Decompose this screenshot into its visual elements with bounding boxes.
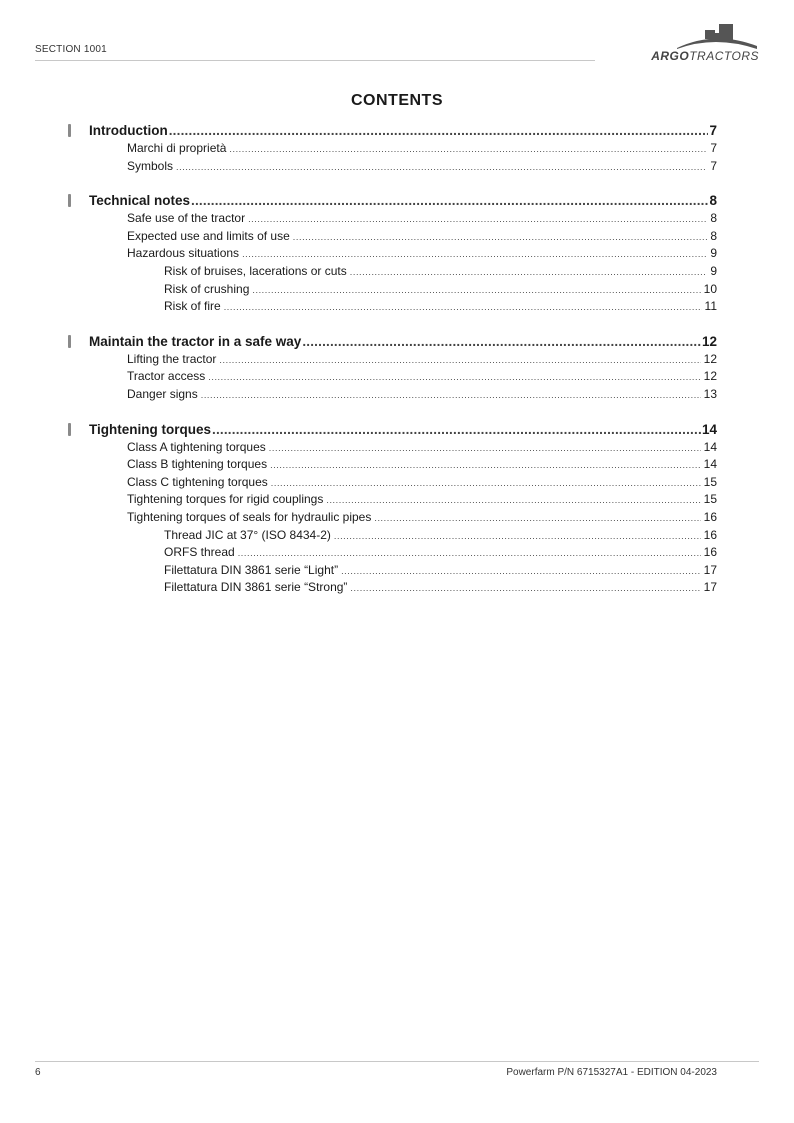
toc-entry-title: Tractor access [127, 369, 206, 384]
page-header [35, 22, 759, 62]
toc-page-number: 17 [703, 562, 717, 577]
toc-page-number: 8 [710, 211, 717, 226]
toc-section [66, 420, 717, 597]
dot-leader [212, 420, 701, 439]
toc-entry-title: Risk of crushing [164, 281, 250, 296]
toc-entry-title: Tightening torques for rigid couplings [127, 492, 324, 507]
toc-section-entry[interactable] [66, 439, 717, 457]
toc-page-number: 10 [703, 281, 717, 296]
toc-section-entry[interactable] [66, 456, 717, 474]
footer-divider [35, 1061, 759, 1062]
toc-chapter-title: Technical notes [89, 193, 191, 209]
dot-leader [334, 527, 701, 546]
toc-subsection-entry[interactable] [66, 544, 717, 562]
toc-section-entry[interactable] [66, 140, 717, 158]
toc-chapter-title: Introduction [89, 123, 168, 138]
header-divider [35, 60, 595, 61]
toc-entry-title: Filettatura DIN 3861 serie “Strong” [164, 580, 348, 595]
dot-leader [176, 158, 707, 177]
toc-entry-title: Expected use and limits of use [127, 228, 290, 243]
toc-page-number: 9 [710, 263, 717, 278]
toc-section-entry[interactable] [66, 474, 717, 492]
footer-edition: Powerfarm P/N 6715327A1 - EDITION 04-2023 [506, 1067, 717, 1078]
toc-section-entry[interactable] [66, 210, 717, 228]
toc-page-number: 15 [703, 474, 717, 489]
toc-page-number: 16 [703, 545, 717, 560]
logo-brand: ARGO [651, 49, 690, 63]
toc-entry-title: Risk of bruises, lacerations or cuts [164, 263, 347, 278]
toc-subsection-entry[interactable] [66, 562, 717, 580]
toc-chapter-entry[interactable] [66, 332, 717, 351]
dot-leader [224, 298, 702, 317]
dot-leader [252, 281, 700, 300]
dot-leader [350, 263, 708, 282]
toc-section-entry[interactable] [66, 509, 717, 527]
toc-section-entry[interactable] [66, 245, 717, 263]
chapter-marker-icon [68, 194, 71, 207]
dot-leader [229, 140, 707, 159]
toc-section [66, 121, 717, 175]
toc-entry-title: Safe use of the tractor [127, 211, 246, 226]
toc-page-number: 14 [703, 457, 717, 472]
tractor-logo-icon [675, 22, 759, 50]
toc-section-entry[interactable] [66, 351, 717, 369]
toc-subsection-entry[interactable] [66, 298, 717, 316]
dot-leader [270, 456, 701, 475]
dot-leader [302, 332, 701, 351]
toc-page-number: 15 [703, 492, 717, 507]
toc-section [66, 191, 717, 316]
toc-entry-title: ORFS thread [164, 545, 235, 560]
toc-page-number: 8 [709, 193, 717, 209]
dot-leader [219, 351, 700, 370]
toc-page-number: 12 [703, 351, 717, 366]
chapter-marker-icon [68, 124, 71, 137]
dot-leader [238, 544, 701, 563]
dot-leader [293, 228, 708, 247]
chapter-marker-icon [68, 423, 71, 436]
page-title: CONTENTS [351, 92, 443, 109]
toc-section-entry[interactable] [66, 491, 717, 509]
toc-section-entry[interactable] [66, 368, 717, 386]
toc-page-number: 14 [701, 421, 717, 437]
toc-page-number: 7 [710, 141, 717, 155]
toc-page-number: 11 [704, 299, 717, 314]
toc-page-number: 14 [703, 439, 717, 454]
toc-section-entry[interactable] [66, 228, 717, 246]
dot-leader [341, 562, 701, 581]
toc-page-number: 13 [703, 386, 717, 401]
toc-entry-title: Symbols [127, 158, 174, 173]
argo-tractors-logo [639, 22, 759, 64]
dot-leader [201, 386, 701, 405]
chapter-marker-icon [68, 335, 71, 348]
toc-page-number: 8 [710, 228, 717, 243]
toc-entry-title: Tightening torques of seals for hydraulic pipes [127, 509, 372, 524]
footer-page-number: 6 [35, 1067, 41, 1078]
toc-entry-title: Thread JIC at 37° (ISO 8434-2) [164, 527, 331, 542]
toc-entry-title: Marchi di proprietà [127, 141, 227, 155]
toc-section-entry[interactable] [66, 386, 717, 404]
toc-chapter-title: Tightening torques [89, 421, 211, 437]
toc-entry-title: Lifting the tractor [127, 351, 217, 366]
dot-leader [191, 191, 708, 210]
toc-page-number: 7 [709, 123, 717, 138]
toc-entry-title: Hazardous situations [127, 246, 240, 261]
toc-page-number: 16 [703, 527, 717, 542]
toc-entry-title: Risk of fire [164, 299, 221, 314]
toc-entry-title: Filettatura DIN 3861 serie “Light” [164, 562, 339, 577]
dot-leader [269, 439, 701, 458]
toc-entry-title: Class A tightening torques [127, 439, 266, 454]
toc-chapter-title: Maintain the tractor in a safe way [89, 333, 302, 349]
toc-subsection-entry[interactable] [66, 281, 717, 299]
toc-page-number: 12 [701, 333, 717, 349]
toc-page-number: 16 [703, 509, 717, 524]
toc-chapter-entry[interactable] [66, 420, 717, 439]
section-label: SECTION 1001 [35, 44, 107, 55]
toc-subsection-entry[interactable] [66, 263, 717, 281]
toc-section-entry[interactable] [66, 158, 717, 176]
toc-subsection-entry[interactable] [66, 579, 717, 597]
table-of-contents [66, 121, 717, 613]
dot-leader [374, 509, 700, 528]
toc-page-number: 12 [703, 369, 717, 384]
toc-page-number: 17 [703, 580, 717, 595]
toc-section [66, 332, 717, 404]
toc-subsection-entry[interactable] [66, 527, 717, 545]
dot-leader [242, 245, 707, 264]
toc-entry-title: Danger signs [127, 386, 198, 401]
dot-leader [271, 474, 701, 493]
dot-leader [326, 491, 700, 510]
dot-leader [248, 210, 707, 229]
dot-leader [350, 579, 700, 598]
dot-leader [169, 121, 709, 140]
dot-leader [208, 368, 700, 387]
toc-entry-title: Class B tightening torques [127, 457, 268, 472]
toc-page-number: 7 [710, 158, 717, 173]
logo-sub: TRACTORS [689, 49, 759, 63]
toc-page-number: 9 [710, 246, 717, 261]
toc-entry-title: Class C tightening torques [127, 474, 268, 489]
logo-wordmark [651, 49, 759, 63]
toc-chapter-entry[interactable] [66, 121, 717, 140]
toc-chapter-entry[interactable] [66, 191, 717, 210]
